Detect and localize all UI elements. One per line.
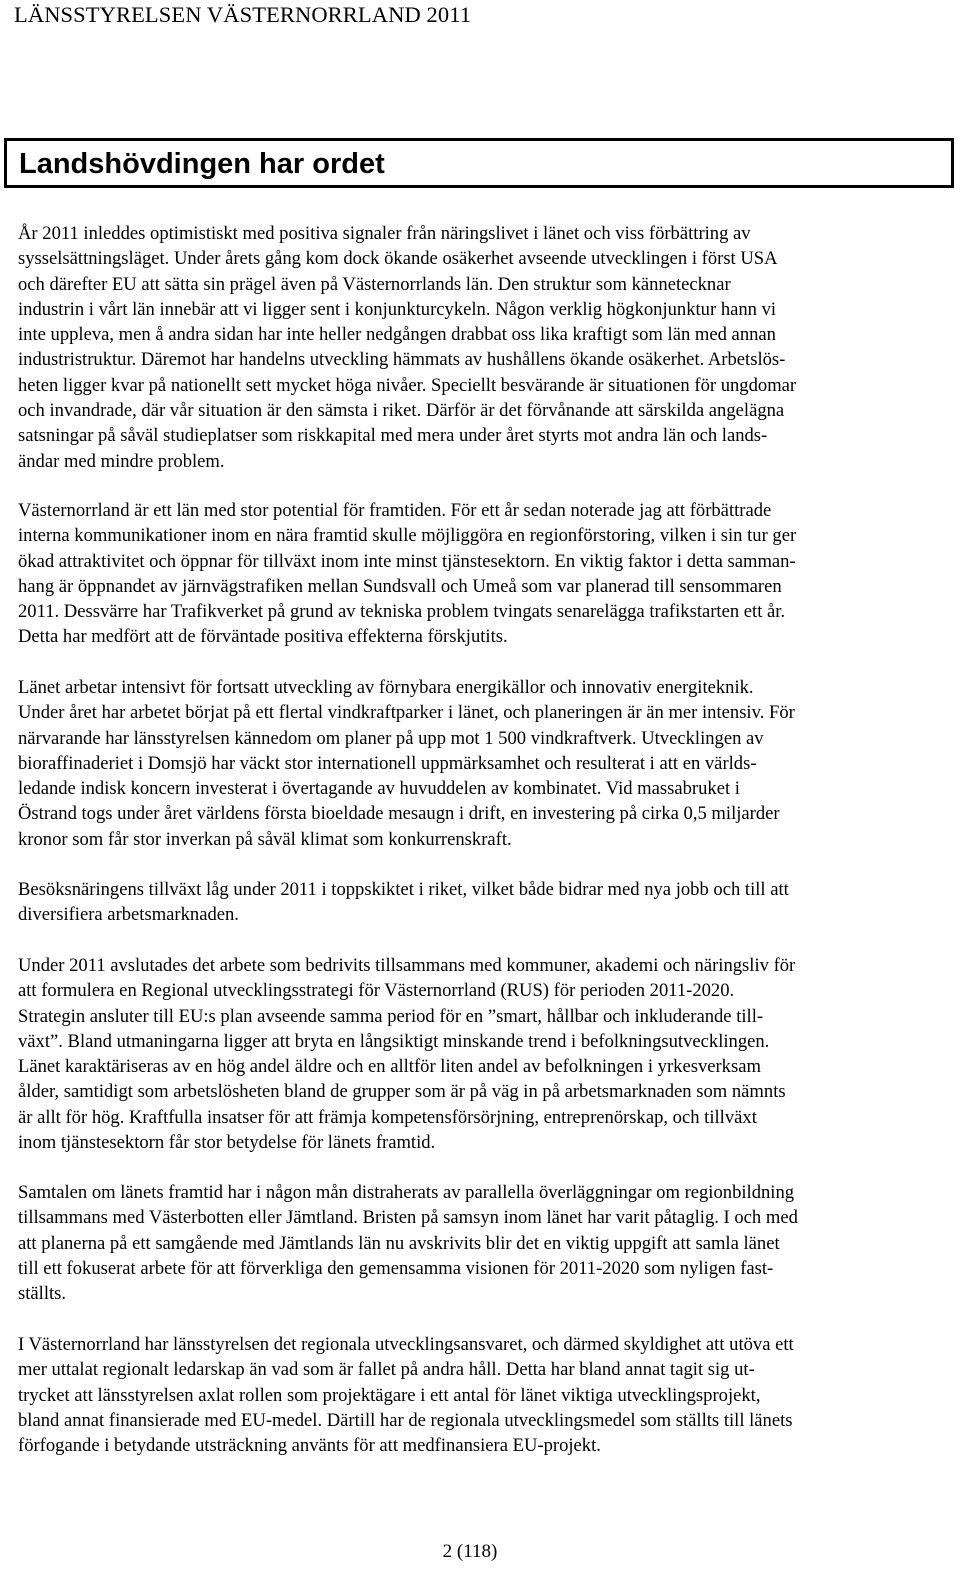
- text-line: ålder, samtidigt som arbetslösheten bland de grupper som är på väg in på arbetsmarknaden som nämnts: [18, 1081, 786, 1103]
- paragraph-2: [18, 498, 943, 650]
- paragraph-6: [18, 1180, 943, 1306]
- text-line: kronor som får stor inverkan på såväl klimat som konkurrenskraft.: [18, 828, 512, 850]
- text-line: ändar med mindre problem.: [18, 450, 225, 472]
- text-line: Länet karaktäriseras av en hög andel äldre och en alltför liten andel av befolkningen i yrkesverksam: [18, 1056, 761, 1078]
- section-title: Landshövdingen har ordet: [19, 148, 385, 180]
- text-line: hang är öppnandet av järnvägstrafiken mellan Sundsvall och Umeå som var planerad till sensommaren: [18, 575, 782, 597]
- text-line: industrin i vårt län innebär att vi ligger sent i konjunkturcykeln. Någon verklig högkonjunktur hann vi: [18, 298, 777, 320]
- text-line: Under året har arbetet börjat på ett flertal vindkraftparker i länet, och planeringen är än mer intensiv. För: [18, 702, 795, 724]
- text-line: I Västernorrland har länsstyrelsen det regionala utvecklingsansvaret, och därmed skyldighet att utöva ett: [18, 1334, 794, 1355]
- text-line: att planerna på ett samgående med Jämtlands län nu avskrivits blir det en viktig uppgift att samla länet: [18, 1232, 780, 1254]
- paragraph-3: [18, 675, 943, 852]
- text-line: inom tjänstesektorn får stor betydelse för länets framtid.: [18, 1132, 436, 1154]
- text-line: inte uppleva, men å andra sidan har inte heller nedgången drabbat oss lika kraftigt som län med annan: [18, 324, 776, 346]
- text-line: Detta har medfört att de förväntade positiva effekterna förskjutits.: [18, 626, 508, 648]
- text-line: interna kommunikationer inom en nära framtid skulle möjliggöra en regionförstoring, vilken i sin tur ger: [18, 525, 797, 547]
- text-line: satsningar på såväl studieplatser som riskkapital med mera under året styrts mot andra län och lands-: [18, 425, 768, 447]
- text-line: Strategin ansluter till EU:s plan avseende samma period för en ”smart, hållbar och inkluderande till-: [18, 1005, 764, 1027]
- text-line: diversifiera arbetsmarknaden.: [18, 904, 239, 926]
- text-line: heten ligger kvar på nationellt sett mycket höga nivåer. Speciellt besvärande är situationen för ungdomar: [18, 374, 797, 396]
- text-line: trycket att länsstyrelsen axlat rollen som projektägare i ett antal för länet viktiga utvecklingsprojekt,: [18, 1384, 761, 1406]
- text-line: till ett fokuserat arbete för att förverkliga den gemensamma visionen för 2011-2020 som nyligen fast-: [18, 1257, 774, 1279]
- text-line: ledande indisk koncern investerat i övertagande av huvuddelen av kombinatet. Vid massabruket i: [18, 778, 740, 800]
- paragraph-7: [18, 1332, 943, 1458]
- text-line: 2011. Dessvärre har Trafikverket på grund av tekniska problem tvingats senarelägga trafikstarten ett år.: [18, 601, 786, 623]
- paragraph-5: [18, 953, 943, 1155]
- section-title-box: [4, 138, 954, 188]
- text-line: att formulera en Regional utvecklingsstrategi för Västernorrland (RUS) för perioden 2011-2020.: [18, 980, 735, 1002]
- paragraph-4: [18, 877, 943, 928]
- text-line: bioraffinaderiet i Domsjö har väckt stor internationell uppmärksamhet och resulterat i att en världs-: [18, 752, 757, 774]
- text-line: ställts.: [18, 1283, 67, 1305]
- text-line: förfogande i betydande utsträckning använts för att medfinansiera EU-projekt.: [18, 1435, 601, 1457]
- running-header: LÄNSSTYRELSEN VÄSTERNORRLAND 2011: [14, 2, 472, 27]
- text-line: växt”. Bland utmaningarna ligger att bryta en långsiktigt minskande trend i befolkningsutvecklingen.: [18, 1030, 770, 1052]
- text-line: och invandrade, där vår situation är den sämsta i riket. Därför är det förvånande att särskilda angelägna: [18, 400, 785, 422]
- text-line: Östrand togs under året världens första bioeldade mesaugn i drift, en investering på cirka 0,5 miljarder: [18, 803, 780, 825]
- text-line: Samtalen om länets framtid har i någon mån distraherats av parallella överläggningar om regionbildning: [18, 1182, 795, 1203]
- text-line: sysselsättningsläget. Under årets gång kom dock ökande osäkerhet avseende utvecklingen i först USA: [18, 248, 778, 270]
- text-line: och därefter EU att sätta sin prägel även på Västernorrlands län. Den struktur som kännetecknar: [18, 273, 731, 295]
- text-line: Besöksnäringens tillväxt låg under 2011 i toppskiktet i riket, vilket både bidrar med nya jobb och till att: [18, 879, 789, 900]
- text-line: Under 2011 avslutades det arbete som bedrivits tillsammans med kommuner, akademi och näringsliv för: [18, 955, 796, 976]
- page-number: 2 (118): [442, 1541, 498, 1562]
- paragraph-1: [18, 221, 943, 474]
- text-line: industristruktur. Däremot har handelns utveckling hämmats av hushållens ökande osäkerhet. Arbetslös-: [18, 349, 786, 371]
- text-line: närvarande har länsstyrelsen kännedom om planer på upp mot 1 500 vindkraftverk. Utvecklingen av: [18, 727, 764, 749]
- text-line: tillsammans med Västerbotten eller Jämtland. Bristen på samsyn inom länet har varit påtaglig. I och med: [18, 1207, 798, 1229]
- text-line: År 2011 inleddes optimistiskt med positiva signaler från näringslivet i länet och viss förbättring av: [18, 223, 751, 244]
- text-line: bland annat finansierade med EU-medel. Därtill har de regionala utvecklingsmedel som ställts till länets: [18, 1409, 793, 1431]
- text-line: ökad attraktivitet och öppnar för tillväxt inom inte minst tjänstesektorn. En viktig faktor i detta samman-: [18, 550, 796, 572]
- text-line: Länet arbetar intensivt för fortsatt utveckling av förnybara energikällor och innovativ energiteknik.: [18, 677, 754, 698]
- text-line: mer uttalat regionalt ledarskap än vad som är fallet på andra håll. Detta har bland annat tagit sig ut-: [18, 1359, 755, 1381]
- text-line: Västernorrland är ett län med stor potential för framtiden. För ett år sedan noterade jag att förbättrade: [18, 500, 772, 521]
- text-line: är allt för hög. Kraftfulla insatser för att främja kompetensförsörjning, entreprenörskap, och tillväxt: [18, 1106, 757, 1128]
